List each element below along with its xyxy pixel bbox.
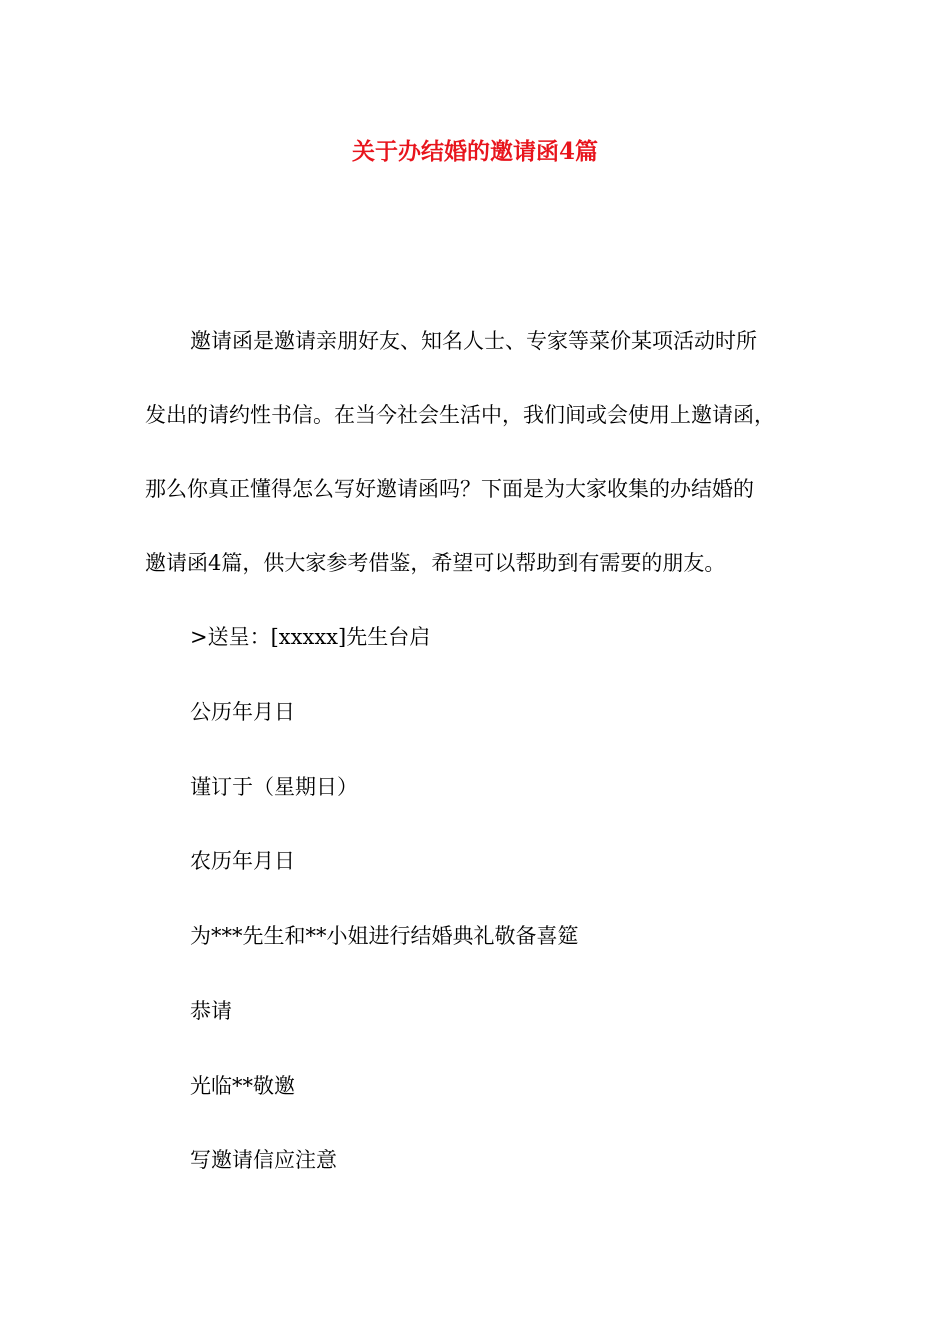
- intro-line: 发出的请约性书信。在当今社会生活中，我们间或会使用上邀请函，: [145, 403, 775, 427]
- invitation-lunar-date: 农历年月日: [190, 849, 295, 873]
- section-heading: 写邀请信应注意: [190, 1148, 337, 1172]
- intro-line: 邀请函是邀请亲朋好友、知名人士、专家等菜价某项活动时所: [190, 329, 757, 353]
- invitation-gregorian-date: 公历年月日: [190, 700, 295, 724]
- invitation-request: 恭请: [190, 999, 232, 1023]
- invitation-occasion: 为***先生和**小姐进行结婚典礼敬备喜筵: [190, 924, 579, 948]
- intro-line: 那么你真正懂得怎么写好邀请函吗？下面是为大家收集的办结婚的: [145, 477, 754, 501]
- invitation-scheduled: 谨订于（星期日）: [190, 775, 358, 799]
- invitation-recipient: >送呈：[xxxxx]先生台启: [190, 625, 431, 649]
- invitation-closing: 光临**敬邀: [190, 1074, 295, 1098]
- document-title: 关于办结婚的邀请函4篇: [351, 138, 598, 165]
- intro-line: 邀请函4篇，供大家参考借鉴，希望可以帮助到有需要的朋友。: [145, 551, 726, 575]
